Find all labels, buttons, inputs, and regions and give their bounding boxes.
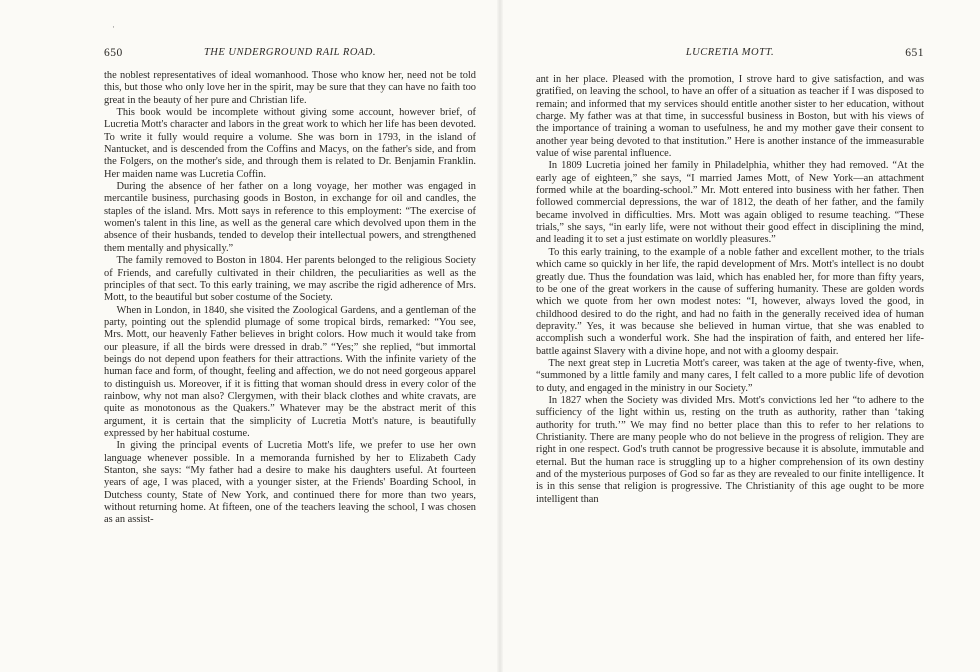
paragraph: In giving the principal events of Lucretia Mott's life, we prefer to use her own language whenever possible. In a memoranda furnished by her to Elizabeth Cady Stanton, she says: “My father had a desire to make his daughters useful. At fourteen years of age, I was placed, with a younger sister, at the Friends' Boarding School, in Dutchess county, State of New York, and continued there for more than two years, without returning home. At fifteen, one of the teachers leaving the school, I was chosen as an assist-: [104, 440, 476, 526]
paragraph: To this early training, to the example of a noble father and excellent mother, to the trials which came so quickly in her life, the rapid development of Mrs. Mott's intellect is no doubt greatly due. Thus the foundation was laid, which has enabled her, for more than fifty years, to be one of the great workers in the cause of suffering humanity. These are golden words which we quote from her own modest notes: “I, however, always loved the good, in childhood desired to do the right, and had no faith in the generally received idea of human depravity.” Yes, it was because she believed in human virtue, that she was enabled to accomplish such a wonderful work. She had the inspiration of faith, and entered her life-battle against Slavery with a divine hope, and not with a gloomy despair.: [536, 246, 924, 357]
right-page-header: [536, 47, 924, 63]
left-running-head: THE UNDERGROUND RAIL ROAD.: [203, 47, 377, 58]
right-page-number: 651: [905, 47, 924, 59]
paragraph: the noblest representatives of ideal womanhood. Those who know her, need not be told this, but those who only love her in the spirit, may be sure that they can have no faith too great in the beauty of her pure and Christian life.: [104, 70, 476, 106]
paragraph: When in London, in 1840, she visited the Zoological Gardens, and a gentleman of the party, pointing out the splendid plumage of some tropical birds, remarked: “You see, Mrs. Mott, our heavenly Father believes in bright colors. How much it would take from our pleasure, if all the birds were dressed in drab.” “Yes;” she replied, “but immortal beings do not depend upon feathers for their attractions. With the infinite variety of the human face and form, of thought, feeling and affection, we do not need gorgeous apparel to distinguish us. Moreover, if it is fitting that woman should dress in every color of the rainbow, why not man also? Clergymen, with their black clothes and white cravats, are quite as monotonous as the Quakers.” Whatever may be the abstract merit of this argument, it is certain that the simplicity of Lucretia Mott's nature, is beautifully expressed by her habitual costume.: [104, 304, 476, 439]
paragraph: In 1827 when the Society was divided Mrs. Mott's convictions led her “to adhere to the sufficiency of the light within us, resting on the truth as authority, rather than ‘taking authority for truth.’” We may find no better place than this to refer to her relations to Christianity. There are many people who do not believe in the progress of religion. They are right in one respect. God's truth cannot be progressive because it is absolute, immutable and eternal. But the human race is struggling up to a higher comprehension of its own destiny and of the mysterious purposes of God so far as they are revealed to our finite intelligence. It is in this sense that religion is progressive. The Christianity of this age ought to be more intelligent than: [536, 394, 924, 505]
left-page-number: 650: [104, 47, 123, 59]
paragraph: During the absence of her father on a long voyage, her mother was engaged in mercantile business, purchasing goods in Boston, in exchange for oil and candles, the staples of the island. Mrs. Mott says in reference to this employment: “The exercise of women's talent in this line, as well as the general care which devolved upon them in the absence of their husbands, tended to develop their intellectual powers, and strengthened them mentally and physically.”: [104, 181, 476, 254]
paragraph: ant in her place. Pleased with the promotion, I strove hard to give satisfaction, and was gratified, on leaving the school, to have an offer of a situation as teacher if I was disposed to remain; and informed that my services should entitle another sister to her education, without charge. My father was at that time, in successful business in Boston, but with his views of the importance of training a woman to usefulness, he and my mother gave their consent to another year being devoted to that institution.” Here is another instance of the immeasurable value of wise parental influence.: [536, 74, 924, 160]
left-page-header: [104, 47, 476, 63]
speck-mark: ·: [112, 22, 115, 32]
left-page-body: [104, 70, 476, 527]
paragraph: The family removed to Boston in 1804. Her parents belonged to the religious Society of Friends, and carefully cultivated in their children, the peculiarities as well as the principles of that sect. To this early training, we may ascribe the rigid adherence of Mrs. Mott, to the beautiful but sober costume of the Society.: [104, 255, 476, 304]
paragraph: The next great step in Lucretia Mott's career, was taken at the age of twenty-five, when, “summoned by a little family and many cares, I felt called to a more public life of devotion to duty, and engaged in the ministry in our Society.”: [536, 357, 924, 394]
paragraph: In 1809 Lucretia joined her family in Philadelphia, whither they had removed. “At the early age of eighteen,” she says, “I married James Mott, of New York—an attachment formed while at the boarding-school.” Mr. Mott entered into business with her father. Then followed commercial depressions, the war of 1812, the death of her father, and the family became involved in difficulties. Mrs. Mott was again obliged to resume teaching. “These trials,” she says, “in early life, were not without their good effect in disciplining the mind, and leading it to set a just estimate on worldly pleasures.”: [536, 160, 924, 246]
paragraph: This book would be incomplete without giving some account, however brief, of Lucretia Mott's character and labors in the great work to which her life has been devoted. To write it fully would require a volume. She was born in 1793, in the island of Nantucket, and is descended from the Coffins and Macys, on the father's side, and from the Folgers, on the mother's side, and through them is related to Dr. Benjamin Franklin. Her maiden name was Lucretia Coffin.: [104, 107, 476, 180]
right-page: [500, 0, 980, 672]
right-page-body: [536, 74, 924, 506]
right-running-head: LUCRETIA MOTT.: [685, 47, 775, 58]
